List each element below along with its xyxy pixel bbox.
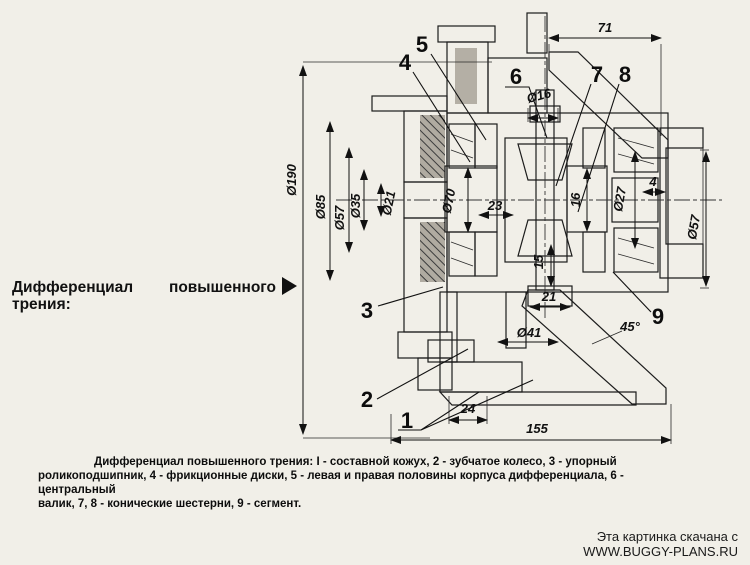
site-watermark	[583, 529, 738, 559]
dim-label-23: 23	[487, 198, 503, 213]
dim-label-45deg: 45°	[620, 319, 640, 334]
callout-5: 5	[415, 32, 429, 57]
dim-label-16-right: 16	[568, 192, 583, 208]
callout-6: 6	[509, 64, 523, 89]
dim-label-d35: Ø35	[348, 193, 363, 219]
callout-7: 7	[590, 62, 604, 87]
dim-label-d57-right: Ø57	[684, 213, 704, 241]
dim-label-d70: Ø70	[438, 187, 459, 215]
center-lines	[336, 16, 722, 318]
dim-label-d85: Ø85	[313, 194, 328, 220]
title-word-2: повышенного	[168, 279, 276, 296]
callout-3: 3	[360, 298, 374, 323]
title-word-1: Дифференциал	[12, 279, 134, 296]
title-line-2: трения:	[12, 296, 71, 313]
dim-label-21-bottom: 21	[541, 289, 557, 304]
dim-label-24: 24	[460, 401, 476, 416]
watermark-line-2: WWW.BUGGY-PLANS.RU	[583, 544, 738, 559]
dim-label-d21-left: Ø21	[378, 189, 399, 217]
dim-label-d27: Ø27	[610, 185, 630, 213]
caption-line-1: Дифференциал повышенного трения: I - составной кожух, 2 - зубчатое колесо, 3 - упорный	[94, 456, 617, 468]
right-hub-section	[660, 128, 703, 278]
dim-label-71: 71	[597, 20, 613, 35]
dim-label-d57-left: Ø57	[332, 205, 347, 231]
callout-8: 8	[618, 62, 632, 87]
caption-line-3: валик, 7, 8 - конические шестерни, 9 - сегмент.	[38, 498, 302, 510]
callout-9: 9	[651, 304, 665, 329]
dim-label-d16-top: Ø16	[525, 85, 553, 107]
callout-1: 1	[400, 408, 414, 433]
extension-lines	[303, 44, 709, 444]
callout-2: 2	[360, 387, 374, 412]
dim-label-15: 15	[531, 254, 546, 270]
dim-label-4: 4	[649, 174, 657, 189]
dim-label-d190: Ø190	[284, 164, 299, 196]
dim-label-d41: Ø41	[516, 325, 542, 340]
caption-line-2: роликоподшипник, 4 - фрикционные диски, 5 - левая и правая половины корпуса дифференциала, 6 - центральный	[38, 470, 624, 496]
housing-top-section	[438, 13, 668, 158]
figure-caption	[38, 455, 698, 511]
dim-label-155: 155	[526, 421, 548, 436]
watermark-line-1: Эта картинка скачана с	[596, 529, 738, 544]
callout-4: 4	[398, 50, 412, 75]
